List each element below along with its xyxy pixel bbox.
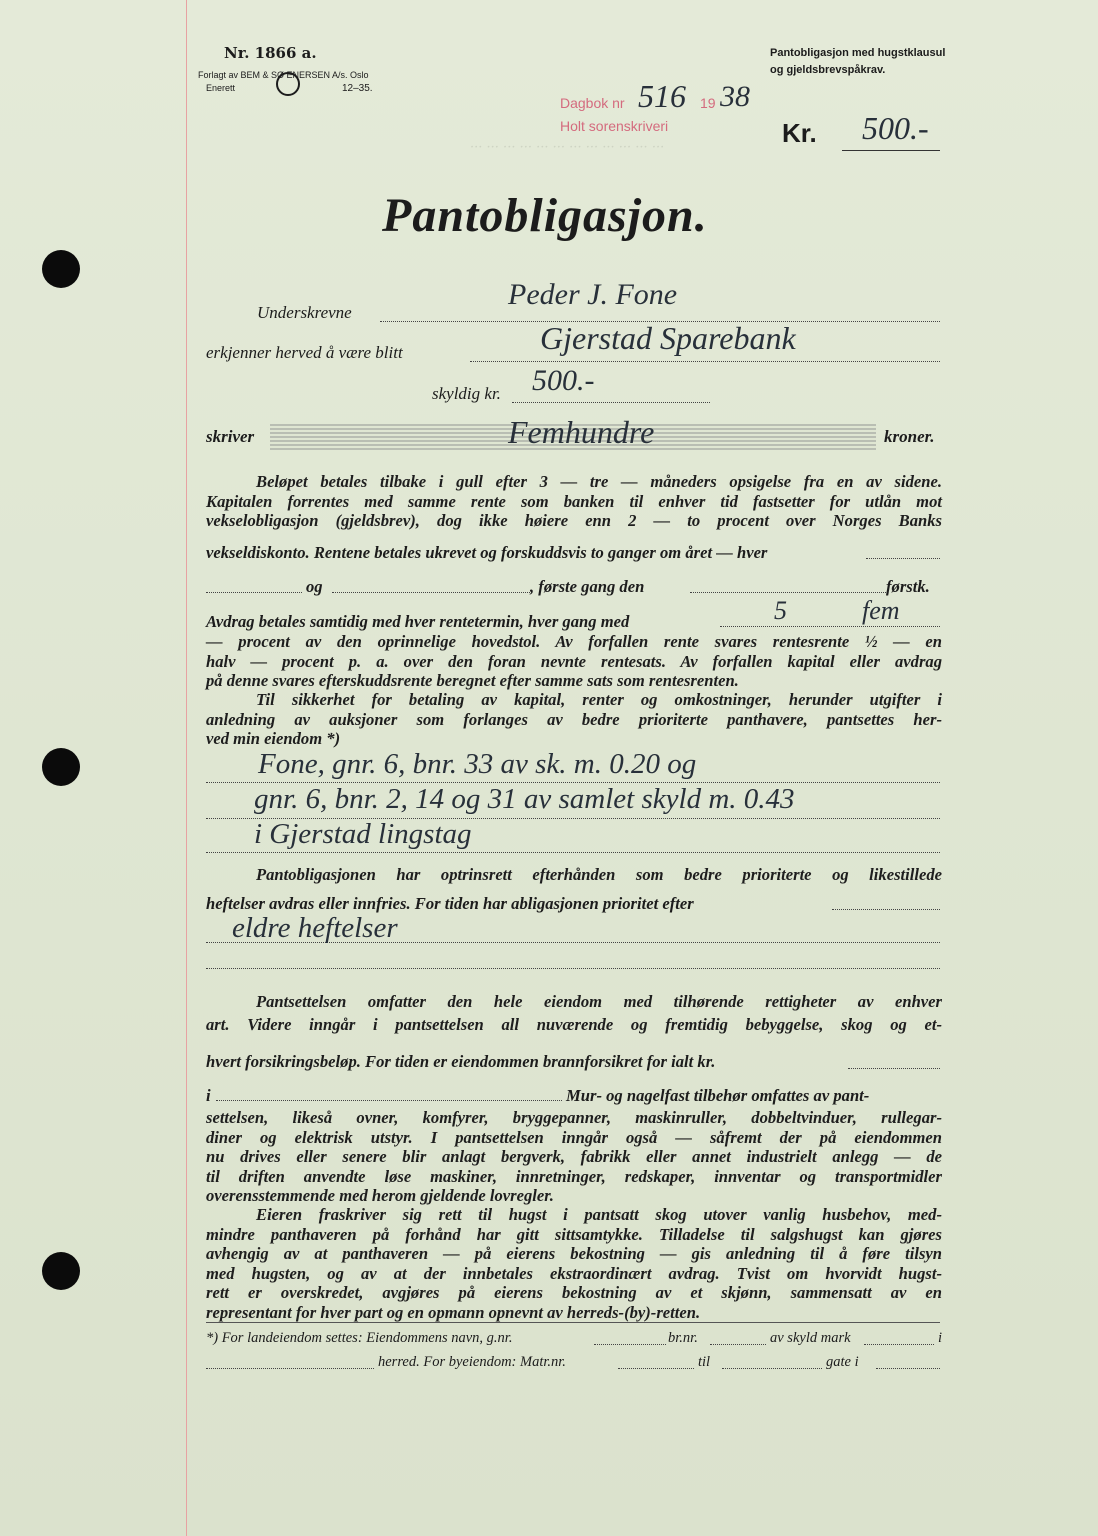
footnote-dots (206, 1368, 374, 1369)
installment-number: 5 (774, 596, 787, 625)
fixtures-line: overensstemmende med herom gjeldende lovregler. (206, 1186, 554, 1205)
footnote-dots (710, 1344, 766, 1345)
coverage-line: Pantsettelsen omfatter den hele eiendom med tilhørende rettigheter av enhver (256, 992, 942, 1011)
security-line: anledning av auksjoner som forlanges av bedre prioriterte panthavere, pantsettes her- (206, 709, 942, 729)
installment-paragraph (206, 632, 942, 691)
coverage-line: art. Videre inngår i pantsettelsen all nuværende og fremtidig bebyggelse, skog og et- (206, 1015, 942, 1034)
margin-rule (186, 0, 187, 1536)
og-label: og (306, 577, 323, 596)
fixtures-first-line: Mur- og nagelfast tilbehør omfattes av pant- (566, 1086, 870, 1105)
fixtures-line: diner og elektrisk utstyr. I pantsettelsen inngår også — såfremt der på eiendommen (206, 1127, 942, 1147)
coverage-dots (848, 1068, 940, 1069)
punch-hole (42, 1252, 80, 1290)
acknowledges-label: erkjenner herved å være blitt (206, 343, 403, 362)
undersigned-label: Underskrevne (257, 303, 352, 322)
installment-text-line: på denne svares efterskuddsrente beregnet efter samme sats som rentesrenten. (206, 671, 739, 690)
footnote-text: *) For landeiendom settes: Eiendommens navn, g.nr. (206, 1330, 513, 1346)
owes-label: skyldig kr. (432, 384, 501, 403)
installment-text-line: halv — procent p. a. over den foran nevnte rentesats. Av forfallen kapital eller avdrag (206, 651, 942, 671)
footnote-text: av skyld mark (770, 1330, 851, 1346)
first-time-suffix: førstk. (886, 577, 930, 596)
fixtures-prefix: i (206, 1086, 211, 1105)
writes-value: Femhundre (508, 414, 655, 450)
fixtures-paragraph (206, 1108, 942, 1206)
creditor-line (470, 361, 940, 362)
priority-value: eldre heftelser (232, 912, 398, 944)
logging-paragraph (206, 1205, 942, 1322)
installment-prefix: Avdrag betales samtidig med hver rentetermin, hver gang med (206, 612, 630, 631)
terms-paragraph (206, 472, 942, 531)
logging-line: avhengig av at panthaveren — på eierens bekostning — gis anledning til å føre tilsyn (206, 1244, 942, 1263)
terms-line: Kapitalen forrentes med samme rente som banken til enhver tid fastsetter for utlån mot (206, 491, 942, 511)
publisher-logo-icon (276, 72, 300, 96)
terms-line: vekselobligasjon (gjeldsbrev), dog ikke høiere enn 2 — to procent over Norges Banks (206, 511, 942, 530)
logging-line: representant for hver part og en opmann opnevnt av herreds-(by)-retten. (206, 1302, 701, 1322)
footnote-dots (594, 1344, 666, 1345)
fixtures-line: settelsen, likeså ovner, komfyrer, bryggepanner, maskinruller, dobbeltvinduer, rullegar- (206, 1108, 942, 1127)
property-text: Fone, gnr. 6, bnr. 33 av sk. m. 0.20 og (258, 748, 697, 780)
fixtures-dots (216, 1100, 562, 1101)
property-text: gnr. 6, bnr. 2, 14 og 31 av samlet skyld m. 0.43 (254, 783, 795, 815)
security-paragraph (206, 690, 942, 749)
installment-line (720, 626, 940, 627)
undersigned-value: Peder J. Fone (508, 278, 678, 311)
installment-words: fem (862, 596, 900, 625)
dagbok-stamp-label: Dagbok nr (560, 95, 625, 111)
coverage-line: hvert forsikringsbeløp. For tiden er eiendommen brannforsikret for ialt kr. (206, 1052, 716, 1071)
publisher-line: Enerett (206, 83, 236, 93)
interest-dots (206, 592, 302, 593)
footnote-rule (206, 1322, 940, 1323)
owes-line (512, 402, 710, 403)
interest-line: vekseldiskonto. Rentene betales ukrevet og forskuddsvis to ganger om året — hver (206, 543, 768, 562)
publisher-line: Forlagt av BEM & SØ ENERSEN A/s. Oslo (198, 70, 369, 80)
dagbok-year: 38 (720, 80, 750, 113)
priority-dots (832, 909, 940, 910)
installment-text-line: — procent av den oprinnelige hovedstol. Av forfallen rente svares rentesrente ½ — en (206, 632, 942, 651)
security-line: ved min eiendom *) (206, 729, 341, 748)
interest-dots (866, 558, 940, 559)
logging-line: med hugsten, og av at der innbetales ekstraordinært avdrag. Tvist om hvorvidt hugst- (206, 1263, 942, 1283)
dagbok-number: 516 (638, 78, 686, 114)
fixtures-line: nu drives eller senere blir anlagt bergverk, fabrikk eller annet industrielt anlegg — de (206, 1147, 942, 1166)
writes-label: skriver (206, 427, 255, 446)
dagbok-year-prefix: 19 (700, 95, 716, 111)
footnote-text: til (698, 1354, 711, 1370)
logging-line: rett er overskredet, avgjøres på eierens bekostning av et skjønn, sammensatt av en (206, 1283, 942, 1302)
punch-hole (42, 250, 80, 288)
property-text: i Gjerstad lingstag (254, 818, 472, 850)
terms-line: Beløpet betales tilbake i gull efter 3 — tre — måneders opsigelse fra en av sidene. (256, 472, 942, 491)
property-line (206, 852, 940, 853)
publisher-date: 12–35. (342, 83, 373, 94)
coverage-paragraph (206, 990, 942, 1036)
footnote-dots (864, 1344, 934, 1345)
security-line: Til sikkerhet for betaling av kapital, renter og omkostninger, herunder utgifter i (256, 690, 942, 709)
form-number: Nr. 1866 a. (224, 44, 317, 62)
amount-value: 500.- (862, 110, 929, 146)
form-type: og gjeldsbrevspåkrav. (770, 64, 886, 76)
first-time-label: , første gang den (530, 577, 645, 596)
footnote-text: br.nr. (668, 1330, 698, 1346)
interest-dots (332, 592, 530, 593)
amount-underline (842, 150, 940, 151)
amount-label: Kr. (782, 118, 817, 148)
creditor-value: Gjerstad Sparebank (540, 320, 796, 356)
footnote-dots (618, 1368, 694, 1369)
logging-line: mindre panthaveren på forhånd har gitt sittsamtykke. Tilladelse til salgshugst kan gjøres (206, 1224, 942, 1244)
punch-hole (42, 748, 80, 786)
logging-line: Eieren fraskriver sig rett til hugst i pantsatt skog utover vanlig husbehov, med- (256, 1205, 942, 1224)
document-title: Pantobligasjon. (382, 189, 708, 242)
priority-line: Pantobligasjonen har optrinsrett efterhånden som bedre prioriterte og likestillede (256, 865, 942, 884)
fixtures-line: til driften anvendte løse maskiner, innretninger, redskaper, innventar og transportmidler (206, 1166, 942, 1186)
kroner-label: kroner. (884, 427, 935, 446)
priority-paragraph (206, 865, 942, 885)
priority-line: heftelser avdras eller innfries. For tiden har abligasjonen prioritet efter (206, 894, 694, 913)
footnote-text: i (938, 1330, 943, 1346)
footnote-text: herred. For byeiendom: Matr.nr. (378, 1354, 566, 1370)
interest-dots (690, 592, 886, 593)
form-type: Pantobligasjon med hugstklausul (770, 47, 946, 59)
priority-value-line (206, 968, 940, 969)
bleed-through: ··· ··· ··· ··· ··· ··· ··· ··· ··· ··· ··· ··· (470, 140, 665, 155)
footnote-text: gate i (826, 1354, 859, 1370)
owes-value: 500.- (532, 364, 595, 397)
footnote-dots (876, 1368, 940, 1369)
footnote-dots (722, 1368, 822, 1369)
office-stamp: Holt sorenskriveri (560, 118, 669, 134)
